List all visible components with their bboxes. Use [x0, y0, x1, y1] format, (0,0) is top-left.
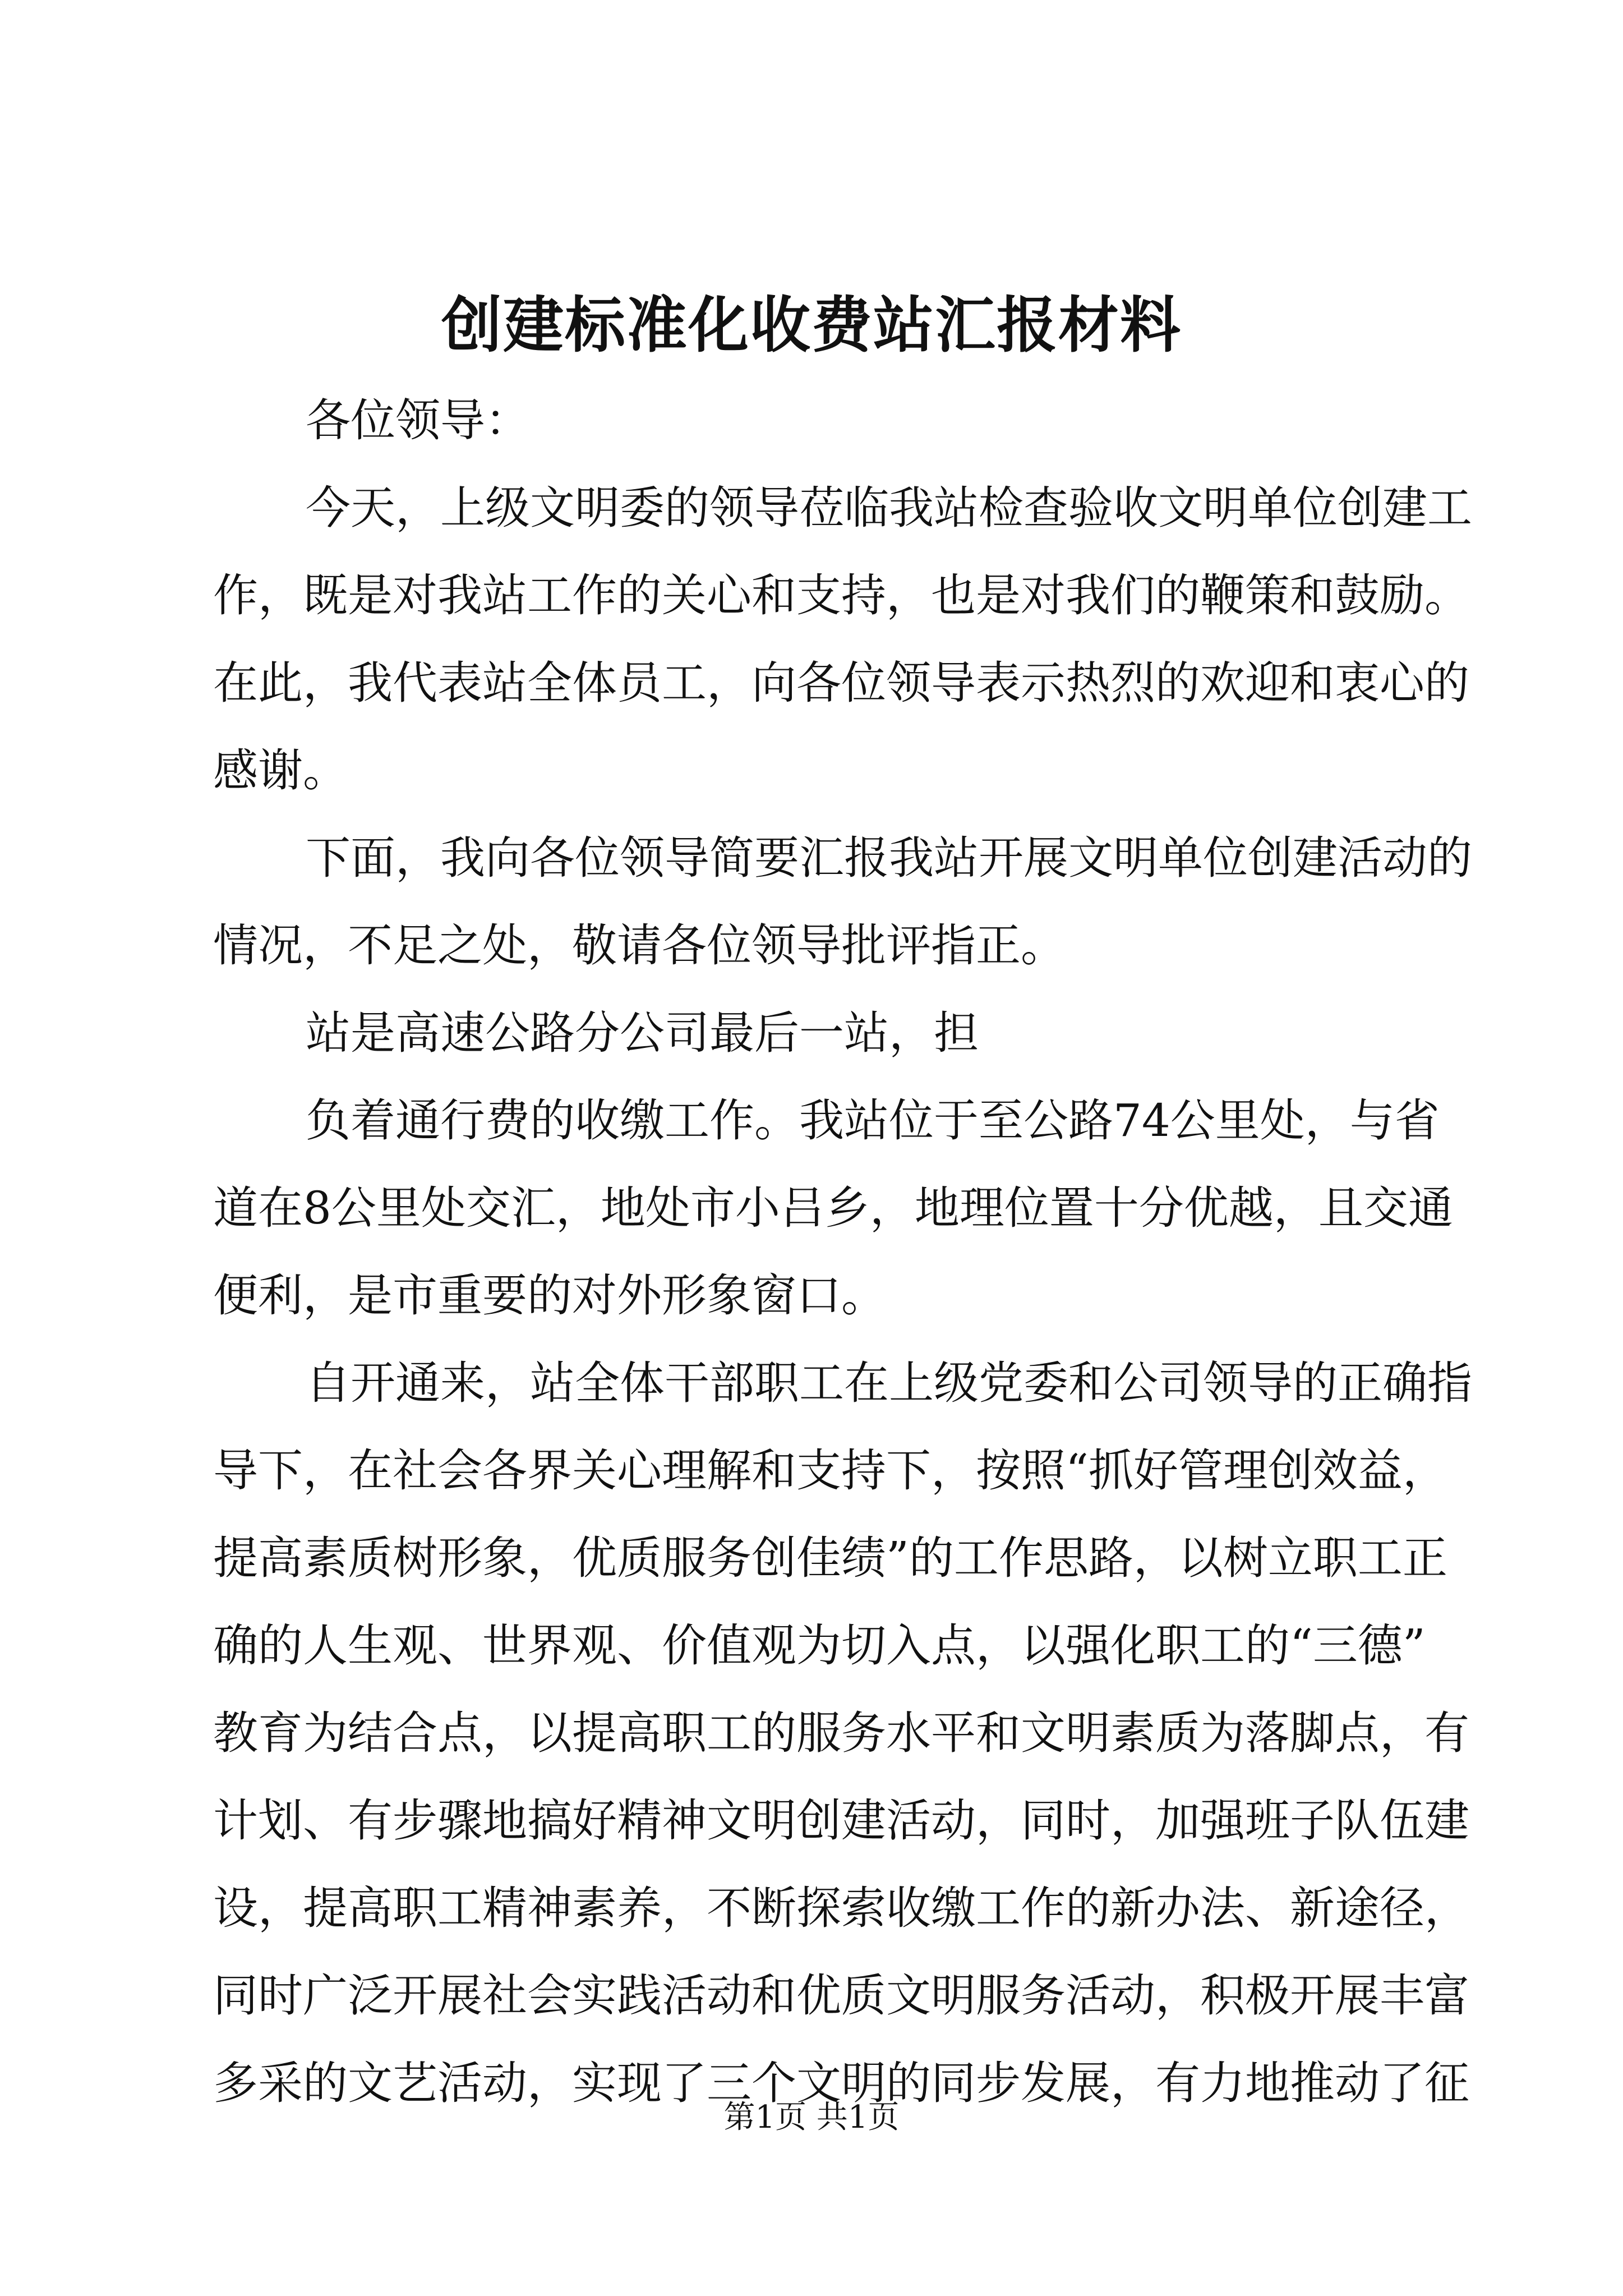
body-line: 作，既是对我站工作的关心和支持，也是对我们的鞭策和鼓励。: [213, 569, 1469, 622]
body-line: 站是高速公路分公司最后一站，担: [306, 1007, 979, 1059]
body-line: 便利，是市重要的对外形象窗口。: [213, 1269, 886, 1322]
body-line: 自开通来，站全体干部职工在上级党委和公司领导的正确指: [306, 1357, 1472, 1409]
body-line: 下面，我向各位领导简要汇报我站开展文明单位创建活动的: [306, 832, 1472, 884]
body-line: 负着通行费的收缴工作。我站位于至公路74公里处，与省: [306, 1094, 1440, 1147]
body-line: 感谢。: [213, 744, 348, 797]
body-line: 在此，我代表站全体员工，向各位领导表示热烈的欢迎和衷心的: [213, 657, 1469, 709]
body-line: 同时广泛开展社会实践活动和优质文明服务活动，积极开展丰富: [213, 1970, 1469, 2022]
body-line: 提高素质树形象，优质服务创佳绩”的工作思路，以树立职工正: [213, 1532, 1447, 1584]
body-line: 教育为结合点，以提高职工的服务水平和文明素质为落脚点，有: [213, 1707, 1469, 1759]
document-title: 创建标准化收费站汇报材料: [441, 290, 1182, 361]
body-line: 导下，在社会各界关心理解和支持下，按照“抓好管理创效益，: [213, 1444, 1447, 1497]
body-line: 设，提高职工精神素养，不断探索收缴工作的新办法、新途径，: [213, 1882, 1469, 1934]
body-line: 确的人生观、世界观、价值观为切入点，以强化职工的“三德”: [213, 1619, 1426, 1672]
body-line: 道在8公里处交汇，地处市小吕乡，地理位置十分优越，且交通: [213, 1182, 1453, 1234]
body-line: 计划、有步骤地搞好精神文明创建活动，同时，加强班子队伍建: [213, 1795, 1469, 1847]
page-footer: 第1页 共1页: [723, 2099, 900, 2136]
body-line: 情况，不足之处，敬请各位领导批评指正。: [213, 919, 1066, 972]
body-line: 今天，上级文明委的领导莅临我站检查验收文明单位创建工: [306, 482, 1472, 534]
body-line: 多采的文艺活动，实现了三个文明的同步发展，有力地推动了征: [213, 2057, 1469, 2109]
salutation-line: 各位领导：: [306, 394, 530, 447]
